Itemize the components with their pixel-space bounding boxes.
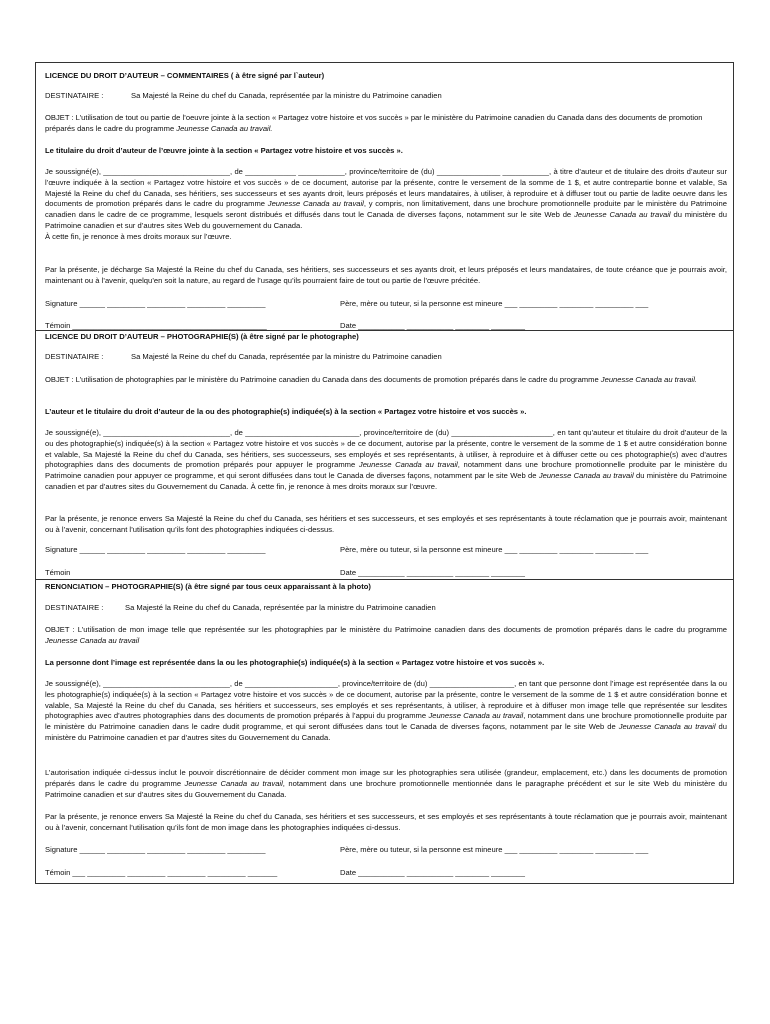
- program-name: Jeunesse Canada au travail.: [600, 375, 698, 384]
- program-name: Jeunesse Canada au travail: [574, 210, 671, 220]
- consent-text: du ministère du Patrimoine canadien et par d’autres sites du Gouvernement du Canada. À cette fin, je renonce à mes droits moraux sur l’œuvre.: [45, 471, 727, 491]
- program-name: Jeunesse Canada au travail: [267, 199, 364, 209]
- object-paragraph: [45, 113, 727, 135]
- program-name: Jeunesse Canada au travail: [358, 460, 458, 470]
- consent-paragraph: [45, 428, 727, 493]
- consent-text: du ministère du Patrimoine canadien et sur d’autres sites Web du gouvernement du Canada.: [45, 210, 728, 230]
- witness-field[interactable]: Témoin ___ _________ _________ _________ _________ _______: [45, 868, 278, 877]
- rightsholder-heading: L’auteur et le titulaire du droit d’auteur de la ou des photographie(s) indiquée(s) à la section « Partagez votre histoire et vos succès ».: [45, 407, 527, 416]
- signature-field[interactable]: Signature ______ _________ _________ _________ _________: [45, 845, 266, 854]
- object-text: OBJET : L’utilisation de tout ou partie de l’oeuvre jointe à la section « Partagez votre histoire et vos succès » par le ministère du Patrimoine canadien du Canada dans des documents de promotion préparés dans le cadre du programme: [45, 113, 703, 133]
- section-divider: [36, 330, 733, 331]
- signature-field[interactable]: Signature ______ _________ _________ _________ _________: [45, 545, 266, 554]
- release-paragraph: Par la présente, je décharge Sa Majesté la Reine du chef du Canada, ses héritiers, ses successeurs et ses ayants droit, et leurs préposés et leurs mandataires, de toute créance que je pourrais avoir, maintenant ou à l’avenir, quelqu’en soit la nature, au regard de l’usage qu’ils pourraient faire de tout ou partie de l’œuvre précitée.: [45, 265, 727, 285]
- consent-text: , notamment dans une brochure promotionnelle produite par le ministère du Patrimoine canadien dans le cadre dudit programme, et qui seront diffusées dans tout le Canada de diverses façons, notamment par le site Web de: [45, 711, 727, 732]
- recipient-value: Sa Majesté la Reine du chef du Canada, représentée par la ministre du Patrimoine canadien: [125, 603, 436, 612]
- recipient-value: Sa Majesté la Reine du chef du Canada, représentée par la ministre du Patrimoine canadien: [131, 91, 442, 100]
- object-paragraph: [45, 625, 727, 647]
- object-text: OBJET : L’utilisation de mon image telle que représentée sur les photographies par le ministère du Patrimoine canadien dans des documents de promotion préparés dans le cadre du programme: [45, 625, 727, 634]
- date-field[interactable]: Date ___________ ___________ ________ ________: [340, 568, 525, 577]
- recipient-line: [45, 352, 727, 363]
- object-text: OBJET : L’utilisation de photographies par le ministère du Patrimoine canadien du Canada dans des documents de promotion préparés dans le cadre du programme: [45, 375, 601, 384]
- authorization-paragraph: [45, 768, 727, 800]
- program-name: Jeunesse Canada au travail: [538, 471, 634, 481]
- moral-rights-text: À cette fin, je renonce à mes droits moraux sur l’œuvre.: [45, 231, 232, 241]
- recipient-line: [45, 91, 727, 102]
- consent-text: , y compris, non limitativement, dans une brochure promotionnelle produite par le ministère du Patrimoine canadien dans le cadre de ce programme, lesquels seront distribués et diffusés dans tout le Canada de diverses façons, notamment sur le site Web de: [45, 199, 727, 220]
- section-divider: [36, 579, 733, 580]
- consent-text: Je soussigné(e), ______________________________, de ___________________________, province/territoire de (du) ________________________, en tant qu’auteur et titulaire du droit d’auteur de la ou des photographie(s) indiquée(s) à la section « Partagez votre histoire et vos succès » de ce document, autorise par la présente, contre le versement de la somme de 1 $ et autre considération bonne et valable, Sa Majesté la Reine du chef du Canada, ses héritiers, ses successeurs, ses employés et ses représentants, à utiliser, à reproduire et à diffuser cette ou ces photographie(s) avec d’autres photographies dans des documents de promotion préparés pour appuyer le programme: [45, 428, 727, 470]
- recipient-line: [45, 603, 727, 614]
- authorization-text: , notamment dans une brochure promotionnelle mentionnée dans le paragraphe précédent et sur le site Web du ministère du Patrimoine canadien et sur d’autres sites du Gouvernement du Canada.: [45, 778, 727, 799]
- authorization-text: L’autorisation indiquée ci-dessus inclut le pouvoir discrétionnaire de décider comment mon image sur les photographies sera utilisée (grandeur, emplacement, etc.) dans les documents de promotion préparés dans le cadre du programme: [45, 768, 727, 788]
- witness-field[interactable]: Témoin ______________________________________________: [45, 321, 267, 330]
- release-paragraph: Par la présente, je renonce envers Sa Majesté la Reine du chef du Canada, ses héritiers et ses successeurs, et ses employés et ses représentants à toute réclamation que je pourrais avoir, maintenant ou à l’avenir, concernant l’utilisation qu’ils font des photographies indiquées ci-dessus.: [45, 514, 727, 534]
- program-name: Jeunesse Canada au travail: [428, 711, 524, 721]
- program-name: Jeunesse Canada au travail.: [176, 123, 273, 133]
- date-field[interactable]: Date ___________ ___________ ________ ________: [340, 321, 525, 330]
- release-form: [35, 62, 734, 884]
- program-name: Jeunesse Canada au travail: [45, 635, 140, 645]
- date-field[interactable]: Date ___________ ___________ ________ ________: [340, 868, 525, 877]
- recipient-label: DESTINATAIRE :: [45, 603, 104, 612]
- section-title: LICENCE DU DROIT D’AUTEUR – COMMENTAIRES ( à être signé par l`auteur): [45, 71, 325, 80]
- consent-text: Je soussigné(e), ______________________________, de ____________ ___________, province/territoire de (du) _______________ ___________, à titre d’auteur et de titulaire des droits d’auteur sur l’œuvre indiquée à la section « Partagez votre histoire et vos succès » de ce document, autorise par la présente, contre le versement de la somme de 1 $, et autre contrepartie bonne et valable, Sa Majesté la Reine du chef du Canada, ses héritiers, ses successeurs et ses ayants droit, leurs préposés et leurs mandataires, à utiliser, à reproduire et à diffuser tout ou partie de ladite oeuvre dans les documents de promotion préparés dans le cadre du programme: [45, 167, 727, 209]
- section-title: LICENCE DU DROIT D’AUTEUR – PHOTOGRAPHIE(S) (à être signé par le photographe): [45, 332, 359, 341]
- object-paragraph: [45, 375, 727, 386]
- consent-text: du ministère du Patrimoine canadien et par d’autres sites du Gouvernement du Canada.: [45, 722, 728, 742]
- guardian-field[interactable]: Père, mère ou tuteur, si la personne est mineure ___ _________ ________ _________ ___: [340, 545, 649, 554]
- section-title: RENONCIATION – PHOTOGRAPHIE(S) (à être signé par tous ceux apparaissant à la photo): [45, 582, 371, 591]
- release-paragraph: Par la présente, je renonce envers Sa Majesté la Reine du chef du Canada, ses héritiers et ses successeurs, et ses employés et ses représentants à toute réclamation que je pourrais avoir, maintenant ou à l’avenir, concernant l’utilisation qu’ils font de mon image dans les photographies indiquées ci-dessus.: [45, 812, 727, 832]
- program-name: Jeunesse Canada au travail: [184, 778, 283, 788]
- consent-paragraph: [45, 679, 727, 744]
- person-heading: La personne dont l’image est représentée dans la ou les photographie(s) indiquée(s) à la section « Partagez votre histoire et vos succès ».: [45, 658, 545, 667]
- recipient-value: Sa Majesté la Reine du chef du Canada, représentée par la ministre du Patrimoine canadien: [131, 352, 442, 361]
- guardian-field[interactable]: Père, mère ou tuteur, si la personne est mineure ___ _________ ________ _________ ___: [340, 845, 649, 854]
- consent-text: , notamment dans une brochure promotionnelle produite par le ministère du Patrimoine canadien pour appuyer ce programme, et qui seront diffusées dans tout le Canada de diverses façons, notamment par le site Web de: [45, 460, 728, 481]
- guardian-field[interactable]: Père, mère ou tuteur, si la personne est mineure ___ _________ ________ _________ ___: [340, 299, 649, 308]
- rightsholder-heading: Le titulaire du droit d’auteur de l’œuvre jointe à la section « Partagez votre histoire et vos succès ».: [45, 146, 403, 155]
- consent-text: Je soussigné(e), ______________________________, de ______________________, province/territoire de (du) ____________________, en tant que personne dont l’image est représentée dans la ou les photographie(s) indiquée(s) à la section « Partagez votre histoire et vos succès » de ce document, autorise par la présente, contre le versement de la somme de 1 $ et autre considération bonne et valable, Sa Majesté la Reine du chef du Canada, ses héritiers et successeurs, ses employés et ses représentants, à utiliser, à reproduire et à diffuser mon image telle que représentée sur lesdites photographies avec d’autres photographies dans des documents de promotion préparés à l’appui du programme: [45, 679, 727, 721]
- consent-paragraph: [45, 167, 727, 243]
- program-name: Jeunesse Canada au travail: [618, 722, 716, 732]
- recipient-label: DESTINATAIRE :: [45, 352, 104, 361]
- recipient-label: DESTINATAIRE :: [45, 91, 104, 100]
- witness-field[interactable]: Témoin: [45, 568, 71, 577]
- signature-field[interactable]: Signature ______ _________ _________ _________ _________: [45, 299, 266, 308]
